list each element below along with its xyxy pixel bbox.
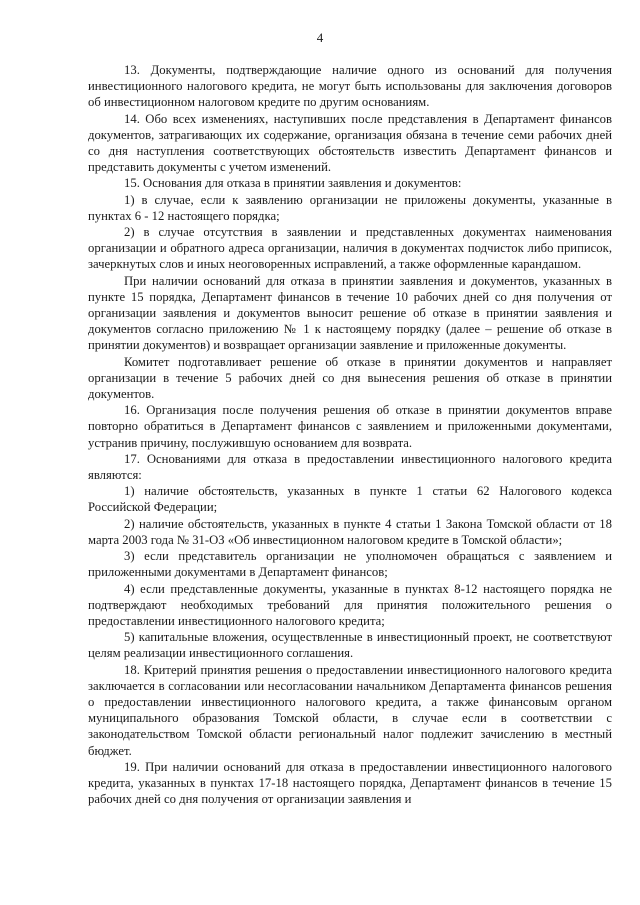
paragraph-17-item-5: 5) капитальные вложения, осуществленные в инвестиционный проект, не соответствуют целям реализации инвестиционного соглашения.	[88, 630, 612, 661]
page-number: 4	[316, 30, 324, 45]
paragraph-19: 19. При наличии оснований для отказа в предоставлении инвестиционного налогового кредита, указанных в пунктах 17-18 настоящего порядка, Департамент финансов в течение 15 рабочих дней со дня получения от организации заявления и	[88, 759, 612, 807]
paragraph-16: 16. Организация после получения решения об отказе в принятии документов вправе повторно обратиться в Департамент финансов с заявлением и приложенными документами, устранив причину, послужившую основанием для возврата.	[88, 403, 612, 450]
paragraph-13: 13. Документы, подтверждающие наличие одного из оснований для получения инвестиционного налогового кредита, не могут быть использованы для заключения договоров об инвестиционном налоговом кредите по другим основаниям.	[88, 63, 612, 110]
paragraph-17: 17. Основаниями для отказа в предоставлении инвестиционного налогового кредита являются:	[88, 451, 612, 483]
paragraph-15-refusal-decision: При наличии оснований для отказа в принятии заявления и документов, указанных в пункте 15 порядка, Департамент финансов в течение 10 рабочих дней со дня получения от организации заявления и документов выносит решение об отказе в принятии заявления и документов согласно приложению № 1 к настоящему порядку (далее – решение об отказе в принятии документов) и возвращает организации заявление и приложенные документы.	[88, 273, 612, 353]
document-body	[88, 62, 612, 807]
paragraph-14: 14. Обо всех изменениях, наступивших после представления в Департамент финансов документов, затрагивающих их содержание, организация обязана в течение семи рабочих дней со дня наступления соответствующих обстоятельств известить Департамент финансов и представить документы с учетом изменений.	[88, 111, 612, 175]
paragraph-17-item-3: 3) если представитель организации не уполномочен обращаться с заявлением и приложенными документами в Департамент финансов;	[88, 549, 612, 580]
paragraph-18: 18. Критерий принятия решения о предоставлении инвестиционного налогового кредита заключается в согласовании или несогласовании начальником Департамента финансов решения о предоставлении инвестиционного налогового кредита, а также финансовым органом муниципального образования Томской области, в случае если в соответствии с законодательством Томской области региональный налог подлежит зачислению в местный бюджет.	[88, 662, 612, 758]
paragraph-17-item-4: 4) если представленные документы, указанные в пунктах 8-12 настоящего порядка не подтверждают необходимых требований для принятия положительного решения о предоставлении инвестиционного налогового кредита;	[88, 581, 612, 628]
paragraph-15-item-2: 2) в случае отсутствия в заявлении и представленных документах наименования организации и обратного адреса организации, наличия в документах подчисток либо приписок, зачеркнутых слов и иных неоговоренных исправлений, а также оформленные карандашом.	[88, 225, 612, 272]
paragraph-17-item-2: 2) наличие обстоятельств, указанных в пункте 4 статьи 1 Закона Томской области от 18 марта 2003 года № 31-ОЗ «Об инвестиционном налоговом кредите в Томской области»;	[88, 516, 612, 547]
paragraph-15: 15. Основания для отказа в принятии заявления и документов:	[124, 176, 462, 191]
paragraph-17-item-1: 1) наличие обстоятельств, указанных в пункте 1 статьи 62 Налогового кодекса Российской Федерации;	[88, 484, 612, 515]
paragraph-15-committee: Комитет подготавливает решение об отказе в принятии документов и направляет организации в течение 5 рабочих дней со дня вынесения решения об отказе в принятии документов.	[88, 354, 612, 402]
paragraph-15-item-1: 1) в случае, если к заявлению организации не приложены документы, указанные в пунктах 6 - 12 настоящего порядка;	[88, 192, 612, 223]
